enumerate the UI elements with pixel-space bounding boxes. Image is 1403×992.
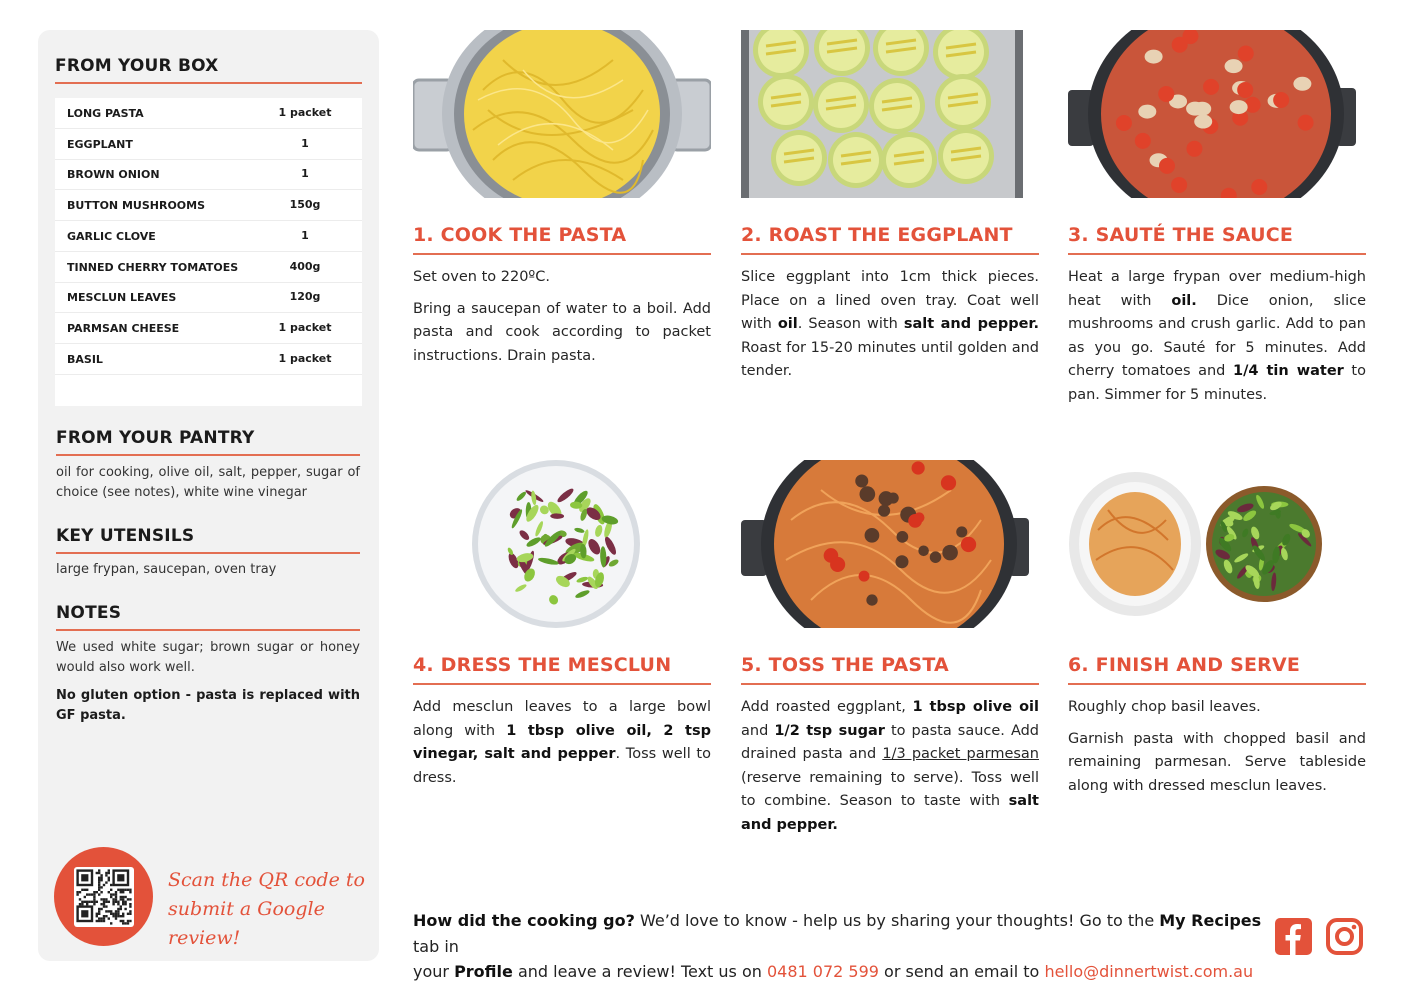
pasta-tossed-in-pan-image [741, 460, 1039, 628]
instruction-text: Bring a saucepan of water to a boil. Add pasta and cook according to packet instructions. Drain pasta. [413, 300, 711, 364]
footer-text: and leave a review! Text us on [512, 962, 767, 981]
instruction-text: Garnish pasta with chopped basil and remaining parmesan. Serve tableside along with dressed mesclun leaves. [1068, 730, 1366, 794]
bold-ingredient: 1/4 tin water [1232, 363, 1344, 379]
ingredient-name: BASIL [67, 352, 103, 366]
step-title-rule [1068, 683, 1366, 685]
instruction-paragraph [741, 266, 1039, 384]
cooked-spaghetti-in-pot-image [413, 30, 711, 198]
ingredient-row [55, 98, 362, 129]
email-link[interactable]: hello@dinnertwist.com.au [1044, 962, 1254, 981]
instruction-paragraph [413, 298, 711, 369]
bold-ingredient: oil [777, 316, 798, 332]
step-title: 1. COOK THE PASTA [413, 224, 627, 246]
qr-caption [168, 866, 368, 953]
ingredient-name: BUTTON MUSHROOMS [67, 199, 206, 213]
utensils-heading-rule [56, 552, 360, 554]
ingredient-quantity: 1 [301, 167, 309, 181]
plated-pasta-and-salad-image [1068, 460, 1366, 628]
bold-ingredient: oil. [1171, 292, 1197, 309]
ingredients-panel [38, 30, 379, 961]
notes-heading-rule [56, 629, 360, 631]
step-title: 6. FINISH AND SERVE [1068, 654, 1301, 676]
notes-heading: NOTES [56, 603, 122, 623]
ingredient-row [55, 282, 362, 313]
bold-ingredient: 1 tbsp olive oil, 2 tsp vinegar, salt and pepper [413, 722, 712, 762]
box-heading-rule [55, 82, 362, 84]
eggplant-slices-on-tray-image [741, 30, 1039, 198]
review-footer [413, 908, 1263, 985]
step-title: 3. SAUTÉ THE SAUCE [1068, 224, 1294, 246]
notes-gluten-option: No gluten option - pasta is replaced with GF pasta. [56, 688, 360, 723]
ingredient-name: EGGPLANT [67, 137, 133, 151]
instruction-text: Set oven to 220ºC. [413, 269, 550, 285]
instruction-text: Add mesclun leaves to a large bowl along with [413, 699, 711, 739]
instruction-paragraph [413, 696, 711, 790]
footer-line-2 [413, 959, 1263, 985]
footer-line-1 [413, 908, 1263, 959]
instruction-paragraph [1068, 696, 1366, 720]
mesclun-salad-bowl-image [413, 460, 711, 628]
pantry-heading: FROM YOUR PANTRY [56, 428, 255, 448]
instruction-text: to pan. Simmer for 5 minutes. [1068, 363, 1366, 403]
utensils-text: large frypan, saucepan, oven tray [56, 562, 277, 577]
instruction-paragraph [1068, 266, 1366, 407]
instruction-text: and [741, 722, 775, 739]
footer-text: We’d love to know - help us by sharing your thoughts! Go to the [634, 911, 1160, 930]
box-heading: FROM YOUR BOX [55, 56, 219, 76]
ingredient-row [55, 313, 362, 344]
ingredient-row [55, 129, 362, 160]
ingredient-row [55, 190, 362, 221]
utensils-heading: KEY UTENSILS [56, 526, 195, 546]
instruction-text: Add roasted eggplant, [741, 699, 913, 715]
instagram-icon[interactable] [1326, 918, 1363, 955]
qr-caption-line1: Scan the QR code to [168, 869, 365, 891]
ingredient-quantity: 1 packet [278, 320, 332, 334]
pantry-heading-rule [56, 454, 360, 456]
step-instructions [741, 266, 1039, 392]
instruction-text: Slice eggplant into 1cm thick pieces. Place on a lined oven tray. Coat well with [741, 269, 1039, 332]
pantry-text: oil for cooking, olive oil, salt, pepper, sugar of choice (see notes), white wine vinegar [56, 465, 360, 500]
ingredient-row [55, 221, 362, 252]
ingredient-quantity: 1 packet [278, 351, 332, 365]
ingredient-quantity: 150g [289, 198, 321, 212]
step-instructions [1068, 266, 1366, 415]
ingredient-quantity: 400g [289, 259, 321, 273]
facebook-icon[interactable] [1275, 918, 1312, 955]
qr-badge[interactable] [54, 847, 153, 946]
instruction-text: Roast for 15-20 minutes until golden and tender. [741, 339, 1039, 379]
bold-ingredient: salt and pepper. [741, 793, 1039, 833]
step-instructions [741, 696, 1039, 845]
instruction-text: . Toss well to dress. [413, 746, 711, 786]
ingredient-quantity: 1 packet [278, 106, 332, 119]
ingredient-name: LONG PASTA [67, 107, 144, 120]
ingredient-row [55, 344, 362, 375]
instruction-text: Heat a large frypan over medium-high heat with [1068, 269, 1366, 309]
step-title-rule [1068, 253, 1366, 255]
footer-text: tab in [413, 936, 459, 956]
step-title-rule [413, 253, 711, 255]
step-instructions [413, 696, 711, 798]
instruction-paragraph [413, 266, 711, 290]
bold-ingredient: salt and pepper. [903, 316, 1040, 332]
qr-caption-line2: submit a Google review! [168, 898, 325, 949]
ingredient-quantity: 120g [289, 290, 321, 304]
box-ingredients-table [55, 98, 362, 406]
footer-text: or send an email to [878, 962, 1045, 981]
step-title: 5. TOSS THE PASTA [741, 654, 949, 676]
step-title: 4. DRESS THE MESCLUN [413, 654, 672, 676]
instruction-text: 1/3 packet parmesan [882, 746, 1039, 762]
profile-label: Profile [454, 962, 513, 981]
step-title: 2. ROAST THE EGGPLANT [741, 224, 1013, 246]
qr-code[interactable] [74, 867, 134, 927]
ingredient-quantity: 1 [301, 228, 309, 242]
bold-ingredient: 1/2 tsp sugar [774, 722, 885, 739]
phone-link[interactable]: 0481 072 599 [766, 962, 879, 981]
step-title-rule [741, 253, 1039, 255]
step-instructions [413, 266, 711, 376]
instruction-text: . Season with [797, 316, 904, 332]
instruction-paragraph [741, 696, 1039, 837]
ingredient-name: BROWN ONION [67, 168, 160, 182]
ingredient-quantity: 1 [301, 136, 309, 150]
instruction-text: (reserve remaining to serve). Toss well to combine. Season to taste with [741, 769, 1039, 809]
instruction-text: Roughly chop basil leaves. [1068, 699, 1261, 715]
notes-text: We used white sugar; brown sugar or honey would also work well. [56, 640, 360, 675]
ingredient-name: MESCLUN LEAVES [67, 291, 177, 305]
step-title-rule [413, 683, 711, 685]
instruction-text: to pasta sauce. Add drained pasta and [741, 722, 1040, 762]
ingredient-name: TINNED CHERRY TOMATOES [67, 260, 239, 274]
ingredient-name: PARMSAN CHEESE [67, 321, 180, 335]
ingredient-row [55, 252, 362, 283]
ingredient-name: GARLIC CLOVE [67, 229, 156, 243]
footer-text: your [413, 962, 455, 981]
ingredient-row [55, 159, 362, 190]
step-instructions [1068, 696, 1366, 806]
footer-question: How did the cooking go? [413, 911, 635, 930]
my-recipes-label: My Recipes [1159, 911, 1262, 930]
tomato-mushroom-sauce-in-pan-image [1068, 30, 1366, 198]
instruction-paragraph [1068, 728, 1366, 799]
bold-ingredient: 1 tbsp olive oil [912, 699, 1039, 715]
step-title-rule [741, 683, 1039, 685]
instruction-text: Dice onion, slice mushrooms and crush garlic. Add to pan as you go. Sauté for 5 minutes. Add cherry tomatoes and [1068, 292, 1366, 379]
